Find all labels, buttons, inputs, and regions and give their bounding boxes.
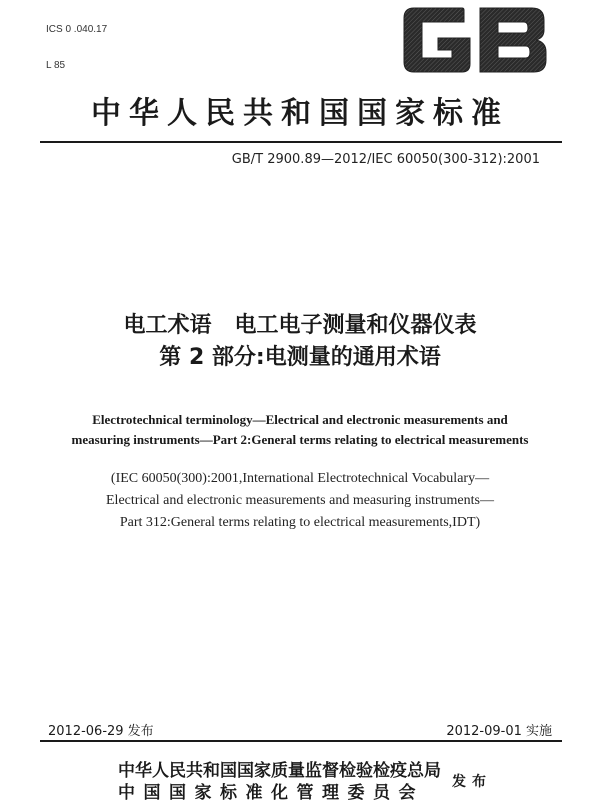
issuer-line1: 中华人民共和国国家质量监督检验检疫总局 xyxy=(118,761,441,781)
publication-date: 2012-06-29 发布 xyxy=(48,724,154,739)
iec-reference-line3: Part 312:General terms relating to electrical measurements,IDT) xyxy=(119,515,481,530)
gb-logo xyxy=(400,6,548,74)
ics-code: ICS 0 .040.17 xyxy=(46,24,108,35)
issuer-line2: 中国国家标准化管理委员会 xyxy=(118,783,424,803)
standard-type: 中华人民共和国国家标准 xyxy=(91,96,509,131)
ics-classification xyxy=(46,0,107,84)
chinese-title xyxy=(0,310,600,374)
english-title xyxy=(40,410,560,450)
issue-label: 发布 xyxy=(452,774,492,790)
chinese-title-line1: 电工术语 电工电子测量和仪器仪表 xyxy=(123,313,477,338)
english-title-line1: Electrotechnical terminology—Electrical and electronic measurements and xyxy=(92,412,508,427)
iec-reference-line1: (IEC 60050(300):2001,International Electrotechnical Vocabulary— xyxy=(110,471,490,486)
ccs-code: L 85 xyxy=(46,60,66,71)
english-title-line2: measuring instruments—Part 2:General terms relating to electrical measurements xyxy=(71,432,529,447)
header-divider xyxy=(40,141,562,143)
issuing-authorities xyxy=(118,760,441,804)
implementation-date: 2012-09-01 实施 xyxy=(446,724,552,739)
standard-code: GB/T 2900.89—2012/IEC 60050(300-312):2001 xyxy=(231,152,540,167)
chinese-title-line2: 第 2 部分:电测量的通用术语 xyxy=(159,345,441,370)
iec-reference xyxy=(40,468,560,534)
iec-reference-line2: Electrical and electronic measurements and measuring instruments— xyxy=(106,493,494,508)
footer-divider xyxy=(40,740,562,742)
